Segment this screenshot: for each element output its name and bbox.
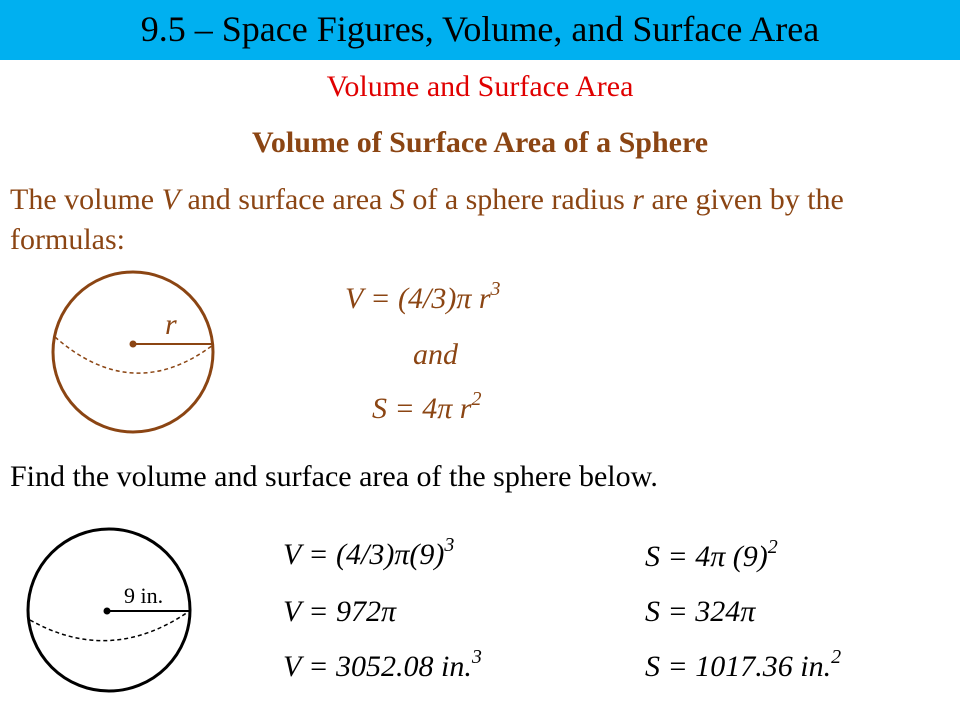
intro-text-3: of a sphere radius bbox=[404, 183, 633, 216]
topic-heading: Volume of Surface Area of a Sphere bbox=[251, 126, 709, 159]
surface-step-3-exponent: 2 bbox=[831, 646, 842, 668]
problem-sphere-equator bbox=[30, 612, 188, 641]
volume-step-3-exponent: 3 bbox=[471, 646, 482, 668]
intro-text-1: The volume bbox=[10, 183, 162, 216]
volume-step-1-text: V = (4/3)π(9) bbox=[283, 538, 445, 571]
surface-step-2-text: S = 324π bbox=[645, 595, 756, 628]
volume-formula-text: V = (4/3)π r bbox=[345, 282, 491, 315]
page-title: 9.5 – Space Figures, Volume, and Surface Area bbox=[140, 9, 820, 49]
volume-step-2-text: V = 972π bbox=[283, 595, 397, 628]
volume-step-1 bbox=[283, 534, 455, 572]
intro-var-v: V bbox=[161, 183, 180, 216]
formula-connector: and bbox=[413, 338, 458, 371]
intro-var-r: r bbox=[632, 183, 644, 216]
volume-step-3-text: V = 3052.08 in. bbox=[283, 650, 472, 683]
volume-step-1-exponent: 3 bbox=[444, 534, 455, 556]
sphere-radius-label: r bbox=[165, 308, 177, 341]
intro-var-s: S bbox=[389, 183, 405, 216]
problem-prompt: Find the volume and surface area of the sphere below. bbox=[10, 460, 658, 493]
surface-formula-text: S = 4π r bbox=[372, 392, 472, 425]
intro-text-4: are given by the formulas: bbox=[10, 183, 844, 256]
surface-step-3-text: S = 1017.36 in. bbox=[645, 650, 832, 683]
surface-formula-exponent: 2 bbox=[471, 388, 482, 410]
volume-step-2 bbox=[283, 595, 396, 629]
surface-step-2 bbox=[645, 595, 755, 629]
section-subtitle: Volume and Surface Area bbox=[326, 70, 634, 103]
volume-formula-exponent: 3 bbox=[490, 278, 501, 300]
surface-step-3 bbox=[645, 646, 842, 684]
problem-radius-label: 9 in. bbox=[124, 583, 164, 608]
intro-text-2: and surface area bbox=[179, 183, 390, 216]
surface-step-1-text: S = 4π (9) bbox=[645, 540, 768, 573]
surface-step-1 bbox=[645, 536, 778, 574]
surface-step-1-exponent: 2 bbox=[767, 536, 778, 558]
volume-step-3 bbox=[283, 646, 482, 684]
